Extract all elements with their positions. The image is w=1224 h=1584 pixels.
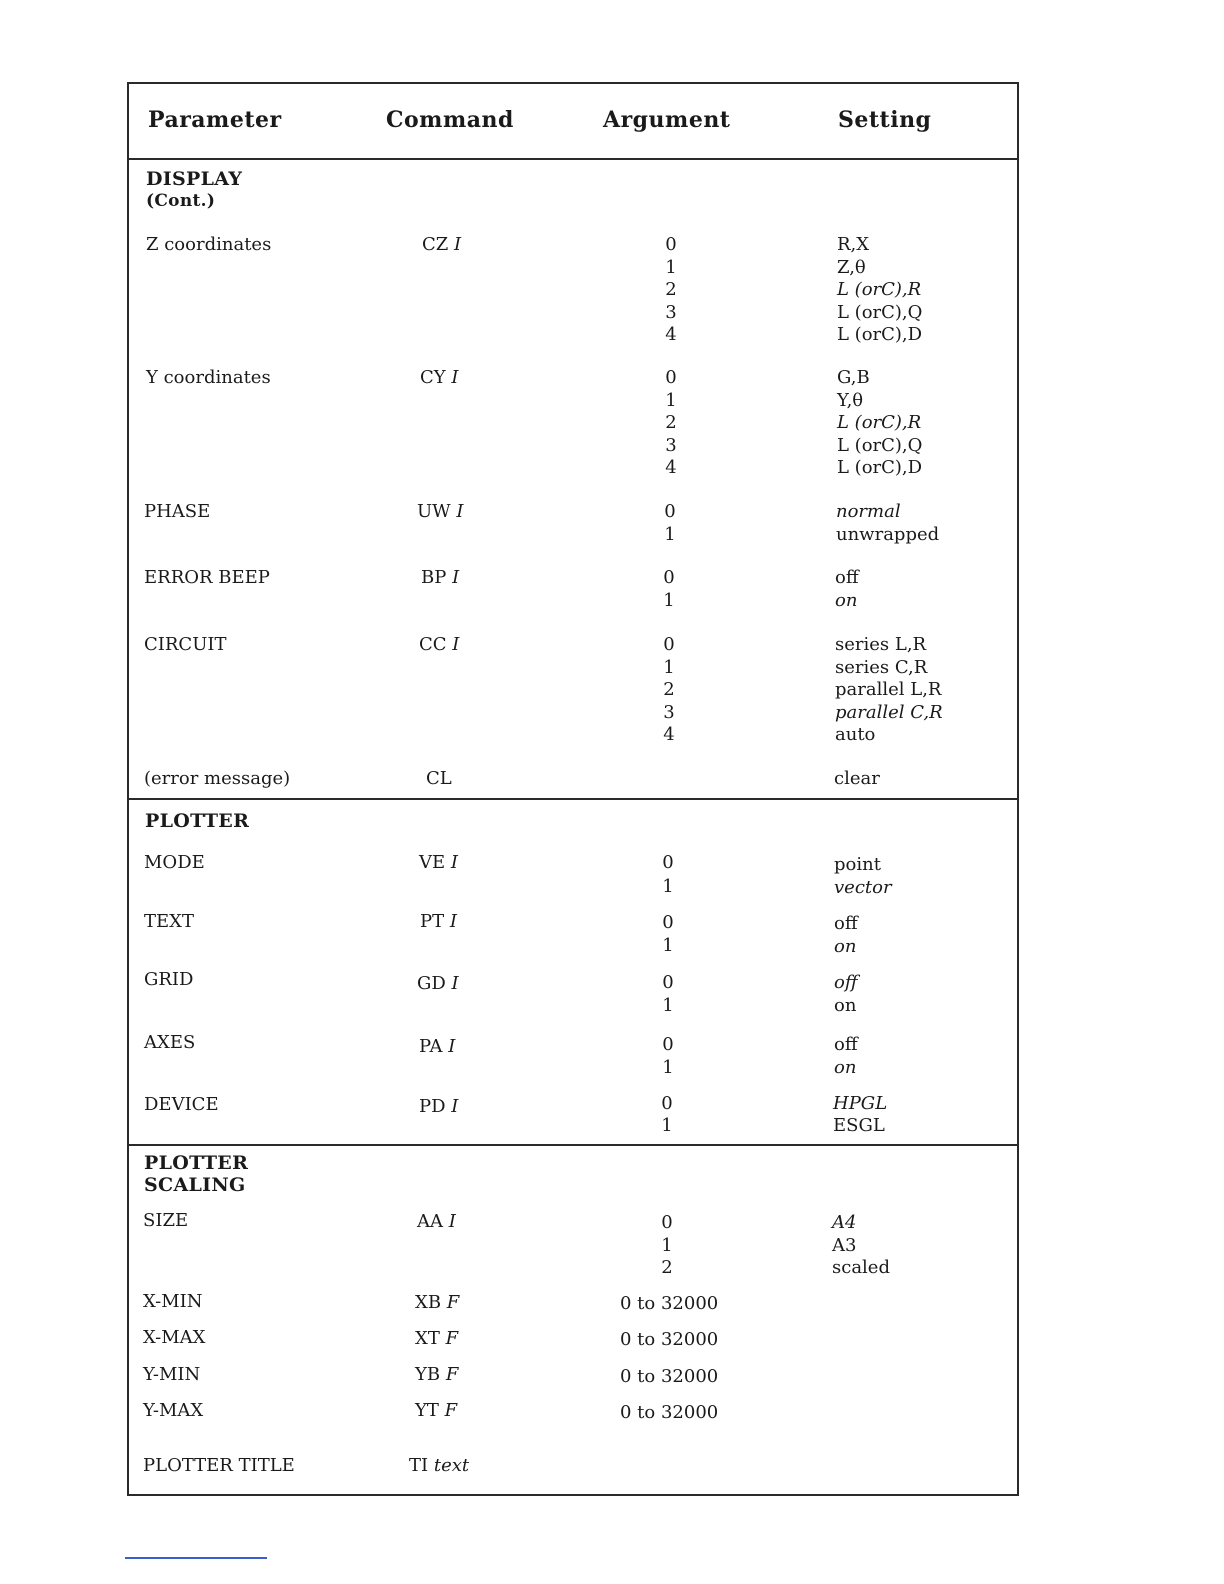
parameter-label: (error message) — [144, 768, 291, 789]
parameter-label: PHASE — [144, 501, 211, 522]
setting-value: R,X — [837, 234, 870, 255]
command-code: TI text — [409, 1455, 470, 1476]
parameter-label: DEVICE — [144, 1094, 219, 1115]
parameter-label: MODE — [144, 852, 205, 873]
argument-value: 1 — [663, 656, 675, 678]
setting-value-default: A4 — [832, 1212, 857, 1233]
parameter-label: PLOTTER TITLE — [143, 1455, 295, 1476]
setting-value: on — [834, 995, 857, 1016]
setting-value: clear — [834, 768, 880, 789]
header-divider — [127, 158, 1019, 160]
setting-value: series L,R — [835, 634, 927, 655]
argument-value: 1 — [662, 1057, 674, 1078]
setting-value-default: vector — [834, 877, 892, 898]
setting-value: L (orC),Q — [837, 434, 923, 456]
parameter-label: Z coordinates — [146, 234, 272, 255]
footer-rule — [125, 1557, 267, 1559]
setting-value: Z,θ — [837, 256, 866, 278]
setting-value-default: parallel C,R — [835, 701, 943, 723]
setting-value: off — [834, 913, 858, 934]
section-divider-plotter-scaling — [127, 1144, 1019, 1146]
argument-value: 2 — [665, 412, 677, 433]
argument-value: 0 — [661, 1093, 673, 1114]
header-parameter: Parameter — [148, 107, 282, 133]
setting-value-default: L (orC),R — [837, 279, 922, 300]
command-code: UW I — [417, 501, 464, 522]
argument-value: 4 — [665, 324, 677, 345]
setting-value-default: HPGL — [833, 1093, 888, 1114]
argument-value: 0 — [663, 567, 675, 588]
section-title: DISPLAY — [146, 168, 243, 190]
setting-value-default: on — [834, 936, 857, 957]
setting-value: unwrapped — [836, 523, 940, 545]
command-code: AA I — [417, 1211, 456, 1232]
section-divider-plotter — [127, 798, 1019, 800]
argument-value: 1 — [661, 1115, 673, 1136]
command-code: GD I — [417, 973, 459, 994]
setting-value: A3 — [832, 1235, 857, 1256]
argument-value: 1 — [662, 876, 674, 897]
command-code: YB F — [415, 1364, 459, 1385]
parameter-label: Y coordinates — [146, 367, 271, 388]
setting-value-default: normal — [836, 501, 901, 522]
argument-value: 1 — [661, 1235, 673, 1256]
argument-value: 0 — [665, 367, 677, 388]
command-code: CZ I — [422, 234, 462, 255]
command-code: XB F — [415, 1292, 460, 1313]
argument-value: 2 — [661, 1257, 673, 1278]
command-code: CC I — [419, 634, 460, 655]
section-subtitle: SCALING — [144, 1174, 246, 1196]
argument-value: 3 — [663, 701, 675, 723]
argument-value: 1 — [662, 995, 674, 1016]
argument-value: 0 — [662, 852, 674, 873]
setting-value: auto — [835, 724, 876, 745]
setting-value-default: on — [834, 1057, 857, 1078]
parameter-label: AXES — [144, 1032, 196, 1053]
argument-value: 1 — [662, 935, 674, 956]
command-code: PT I — [420, 911, 457, 932]
argument-value: 0 — [663, 634, 675, 655]
argument-range: 0 to 32000 — [620, 1329, 719, 1350]
argument-value: 3 — [665, 301, 677, 323]
parameter-label: Y-MIN — [143, 1364, 201, 1385]
setting-value: point — [834, 854, 881, 875]
command-code: YT F — [415, 1400, 458, 1421]
argument-value: 1 — [664, 523, 676, 545]
setting-value: off — [835, 567, 859, 588]
parameter-label: X-MAX — [143, 1327, 206, 1348]
command-code: PA I — [419, 1036, 456, 1057]
argument-value: 0 — [664, 501, 676, 522]
parameter-label: GRID — [144, 969, 194, 990]
argument-value: 2 — [663, 679, 675, 700]
setting-value: G,B — [837, 367, 870, 388]
command-code: XT F — [415, 1328, 459, 1349]
setting-value: off — [834, 1034, 858, 1055]
argument-value: 0 — [662, 972, 674, 993]
argument-value: 1 — [665, 256, 677, 278]
header-argument: Argument — [603, 107, 731, 133]
setting-value: scaled — [832, 1257, 890, 1278]
setting-value: series C,R — [835, 656, 928, 678]
argument-value: 0 — [665, 234, 677, 255]
parameter-label: SIZE — [143, 1210, 189, 1231]
argument-range: 0 to 32000 — [620, 1402, 719, 1423]
argument-value: 0 — [661, 1212, 673, 1233]
argument-range: 0 to 32000 — [620, 1293, 719, 1314]
section-title: PLOTTER — [144, 1152, 249, 1174]
parameter-label: ERROR BEEP — [144, 567, 270, 588]
setting-value: parallel L,R — [835, 679, 942, 700]
header-command: Command — [386, 107, 514, 133]
command-code: CY I — [420, 367, 459, 388]
header-setting: Setting — [838, 107, 932, 133]
setting-value: L (orC),D — [837, 457, 923, 478]
argument-range: 0 to 32000 — [620, 1366, 719, 1387]
parameter-label: TEXT — [144, 911, 194, 932]
setting-value: L (orC),D — [837, 324, 923, 345]
parameter-label: X-MIN — [143, 1291, 203, 1312]
command-code: PD I — [419, 1096, 459, 1117]
argument-value: 0 — [662, 912, 674, 933]
command-code: BP I — [421, 567, 460, 588]
setting-value: Y,θ — [837, 389, 864, 411]
section-title: PLOTTER — [145, 810, 250, 832]
command-code: CL — [426, 768, 452, 789]
argument-value: 0 — [662, 1034, 674, 1055]
parameter-label: Y-MAX — [143, 1400, 204, 1421]
parameter-label: CIRCUIT — [144, 634, 227, 655]
command-code: VE I — [419, 852, 458, 873]
setting-value-default: on — [835, 589, 858, 611]
argument-value: 2 — [665, 279, 677, 300]
argument-value: 4 — [665, 457, 677, 478]
setting-value: ESGL — [833, 1115, 885, 1136]
section-subtitle: (Cont.) — [146, 191, 216, 211]
setting-value-default: L (orC),R — [837, 412, 922, 433]
setting-value-default: off — [834, 972, 858, 993]
setting-value: L (orC),Q — [837, 301, 923, 323]
argument-value: 1 — [663, 589, 675, 611]
argument-value: 3 — [665, 434, 677, 456]
argument-value: 4 — [663, 724, 675, 745]
argument-value: 1 — [665, 389, 677, 411]
